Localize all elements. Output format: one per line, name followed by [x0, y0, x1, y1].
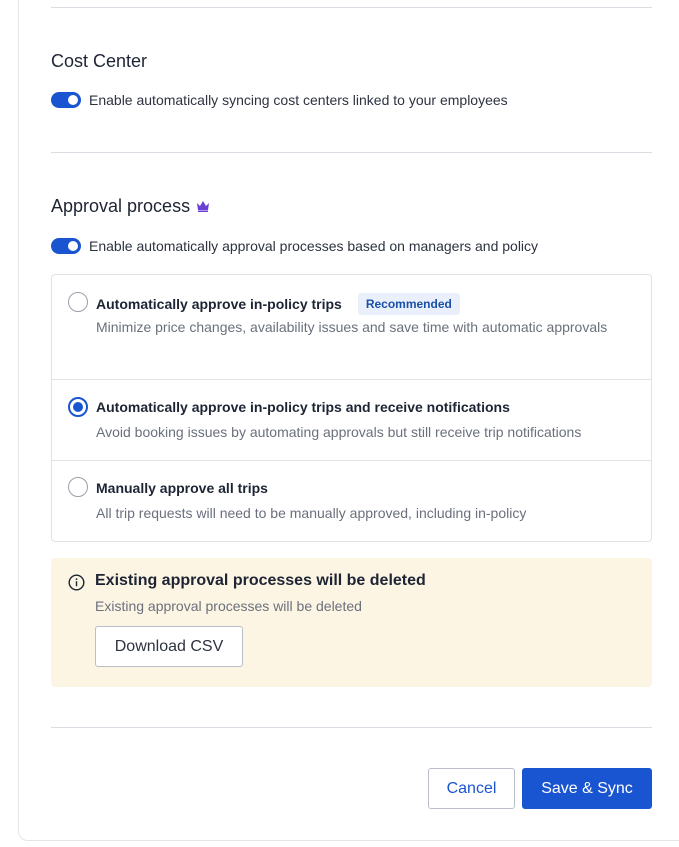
cost-center-toggle[interactable]: [51, 92, 81, 108]
option-title: [96, 293, 460, 315]
info-icon: [68, 574, 85, 591]
radio-auto-approve-notify[interactable]: [68, 397, 88, 417]
cost-center-title: [51, 50, 147, 72]
option-title: [96, 480, 268, 496]
approval-options-group: [51, 274, 652, 542]
option-title: [96, 399, 510, 415]
radio-auto-approve[interactable]: [68, 292, 88, 312]
divider: [51, 727, 652, 728]
option-description: Avoid booking issues by automating approvals but still receive trip notifications: [96, 424, 582, 440]
cost-center-toggle-label: Enable automatically syncing cost centers linked to your employees: [89, 92, 508, 108]
option-description: Minimize price changes, availability issues and save time with automatic approvals: [96, 319, 608, 335]
approval-option-manual[interactable]: [52, 461, 651, 541]
recommended-badge: Recommended: [358, 293, 460, 315]
approval-process-title-text: Approval process: [51, 196, 191, 216]
save-sync-button[interactable]: Save & Sync: [522, 768, 652, 809]
cancel-button[interactable]: Cancel: [428, 768, 515, 809]
cost-center-toggle-row: [51, 92, 508, 108]
alert-description: Existing approval processes will be deleted: [95, 598, 362, 614]
crown-icon: [196, 200, 210, 212]
divider: [51, 7, 652, 8]
divider: [51, 152, 652, 153]
approval-toggle-row: [51, 238, 538, 254]
option-title-text: Automatically approve in-policy trips: [96, 296, 342, 312]
toggle-knob: [68, 95, 78, 105]
option-title-text: Automatically approve in-policy trips and receive notifications: [96, 399, 510, 415]
download-csv-button[interactable]: Download CSV: [95, 626, 243, 667]
deletion-warning-alert: [51, 558, 652, 687]
approval-option-auto[interactable]: [52, 275, 651, 380]
approval-toggle-label: Enable automatically approval processes based on managers and policy: [89, 238, 539, 254]
approval-toggle[interactable]: [51, 238, 81, 254]
approval-option-auto-notify[interactable]: [52, 380, 651, 461]
option-description: All trip requests will need to be manually approved, including in-policy: [96, 505, 527, 521]
cost-center-title-text: Cost Center: [51, 51, 148, 71]
radio-manual-approve[interactable]: [68, 477, 88, 497]
option-title-text: Manually approve all trips: [96, 480, 268, 496]
approval-process-title: [51, 195, 210, 217]
toggle-knob: [68, 241, 78, 251]
alert-title: Existing approval processes will be deleted: [95, 572, 426, 589]
